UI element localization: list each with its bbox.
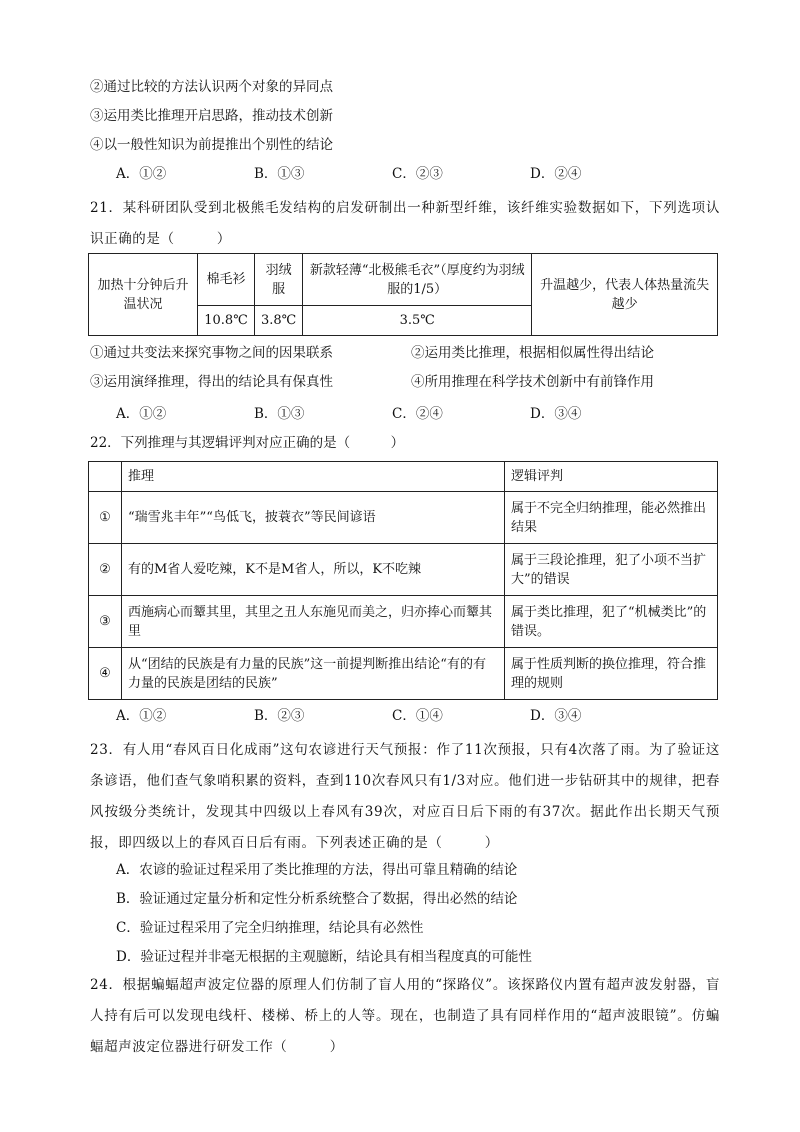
row-num: ④ xyxy=(89,648,122,700)
row-num: ③ xyxy=(89,596,122,648)
q22-stem: 22．下列推理与其逻辑评判对应正确的是（ ） xyxy=(90,435,405,451)
row-reasoning: 西施病心而颦其里，其里之丑人东施见而美之，归亦捧心而颦其里 xyxy=(122,596,505,648)
row-header: 加热十分钟后升温状况 xyxy=(89,254,198,336)
q23-option-c[interactable]: C．验证过程采用了完全归纳推理，结论具有必然性 xyxy=(116,920,424,936)
q21-item-2: ②运用类比推理，根据相似属性得出结论 xyxy=(411,345,654,361)
prev-choices xyxy=(116,164,668,184)
val-down: 3.8℃ xyxy=(255,306,303,336)
choice-d[interactable]: D．③④ xyxy=(530,708,582,724)
choice-a[interactable]: A．①② xyxy=(116,166,167,182)
q23-stem: 23．有人用“春风百日化成雨”这句农谚进行天气预报：作了11次预报，只有4次落了雨。为了验证这条谚语，他们查气象哨积累的资料，查到110次春风只有1/3对应。他们进一步钻研其中的规律，把春风按级分类统计，发现其中四级以上春风有39次，对应百日后下雨的有37次。据此作出长期天气预报，即四级以上的春风百日后有雨。下列表述正确的是（ ） xyxy=(90,742,720,851)
choice-b[interactable]: B．②③ xyxy=(254,708,305,724)
row-reasoning: 有的M省人爱吃辣，K不是M省人，所以，K不吃辣 xyxy=(122,544,505,596)
header-reasoning: 推理 xyxy=(122,462,505,492)
row-reasoning: “瑞雪兆丰年”“鸟低飞，披蓑衣”等民间谚语 xyxy=(122,492,505,544)
q22-choices xyxy=(116,706,668,726)
table-note: 升温越少，代表人体热量流失越少 xyxy=(532,254,718,336)
choice-c[interactable]: C．②③ xyxy=(392,166,443,182)
col-cotton: 棉毛衫 xyxy=(198,254,255,306)
q21-item-1: ①通过共变法来探究事物之间的因果联系 xyxy=(90,345,333,361)
col-new-fiber: 新款轻薄“北极熊毛衣”（厚度约为羽绒服的1/5） xyxy=(303,254,532,306)
q23-option-a[interactable]: A．农谚的验证过程采用了类比推理的方法，得出可靠且精确的结论 xyxy=(116,862,518,878)
val-new-fiber: 3.5℃ xyxy=(303,306,532,336)
q21-item-3: ③运用演绎推理，得出的结论具有保真性 xyxy=(90,374,333,390)
row-reasoning: 从“团结的民族是有力量的民族”这一前提判断推出结论“有的有力量的民族是团结的民族” xyxy=(122,648,505,700)
choice-c[interactable]: C．②④ xyxy=(392,406,443,422)
option-item-2: ②通过比较的方法认识两个对象的异同点 xyxy=(90,79,333,95)
table-row xyxy=(89,596,718,648)
table-row xyxy=(89,492,718,544)
q21-table xyxy=(88,253,718,336)
choice-a[interactable]: A．①② xyxy=(116,406,167,422)
choice-d[interactable]: D．③④ xyxy=(530,406,582,422)
q21-stem: 21．某科研团队受到北极熊毛发结构的启发研制出一种新型纤维，该纤维实验数据如下，下列选项认识正确的是（ ） xyxy=(90,200,720,247)
q24-stem: 24．根据蝙蝠超声波定位器的原理人们仿制了盲人用的“探路仪”。该探路仪内置有超声波发射器，盲人持有后可以发现电线杆、楼梯、桥上的人等。现在，也制造了具有同样作用的“超声波眼镜”。仿蝙蝠超声波定位器进行研发工作（ ） xyxy=(90,977,720,1055)
row-num: ① xyxy=(89,492,122,544)
header-num xyxy=(89,462,122,492)
q23-option-d[interactable]: D．验证过程并非毫无根据的主观臆断，结论具有相当程度真的可能性 xyxy=(116,949,532,965)
choice-c[interactable]: C．①④ xyxy=(392,708,443,724)
q21-choices xyxy=(116,404,668,424)
option-item-4: ④以一般性知识为前提推出个别性的结论 xyxy=(90,137,333,153)
row-judgment: 属于三段论推理，犯了小项不当扩大”的错误 xyxy=(505,544,718,596)
table-row xyxy=(89,648,718,700)
row-judgment: 属于不完全归纳推理，能必然推出结果 xyxy=(505,492,718,544)
q23-option-b[interactable]: B．验证通过定量分析和定性分析系统整合了数据，得出必然的结论 xyxy=(116,891,518,907)
row-num: ② xyxy=(89,544,122,596)
choice-b[interactable]: B．①③ xyxy=(254,166,305,182)
table-row xyxy=(89,544,718,596)
q21-item-4: ④所用推理在科学技术创新中有前锋作用 xyxy=(411,374,654,390)
val-cotton: 10.8℃ xyxy=(198,306,255,336)
header-judgment: 逻辑评判 xyxy=(505,462,718,492)
choice-a[interactable]: A．①② xyxy=(116,708,167,724)
q22-table xyxy=(88,461,718,700)
choice-d[interactable]: D．②④ xyxy=(530,166,582,182)
row-judgment: 属于性质判断的换位推理，符合推理的规则 xyxy=(505,648,718,700)
row-judgment: 属于类比推理，犯了“机械类比”的错误。 xyxy=(505,596,718,648)
choice-b[interactable]: B．①③ xyxy=(254,406,305,422)
option-item-3: ③运用类比推理开启思路，推动技术创新 xyxy=(90,108,333,124)
col-down: 羽绒服 xyxy=(255,254,303,306)
